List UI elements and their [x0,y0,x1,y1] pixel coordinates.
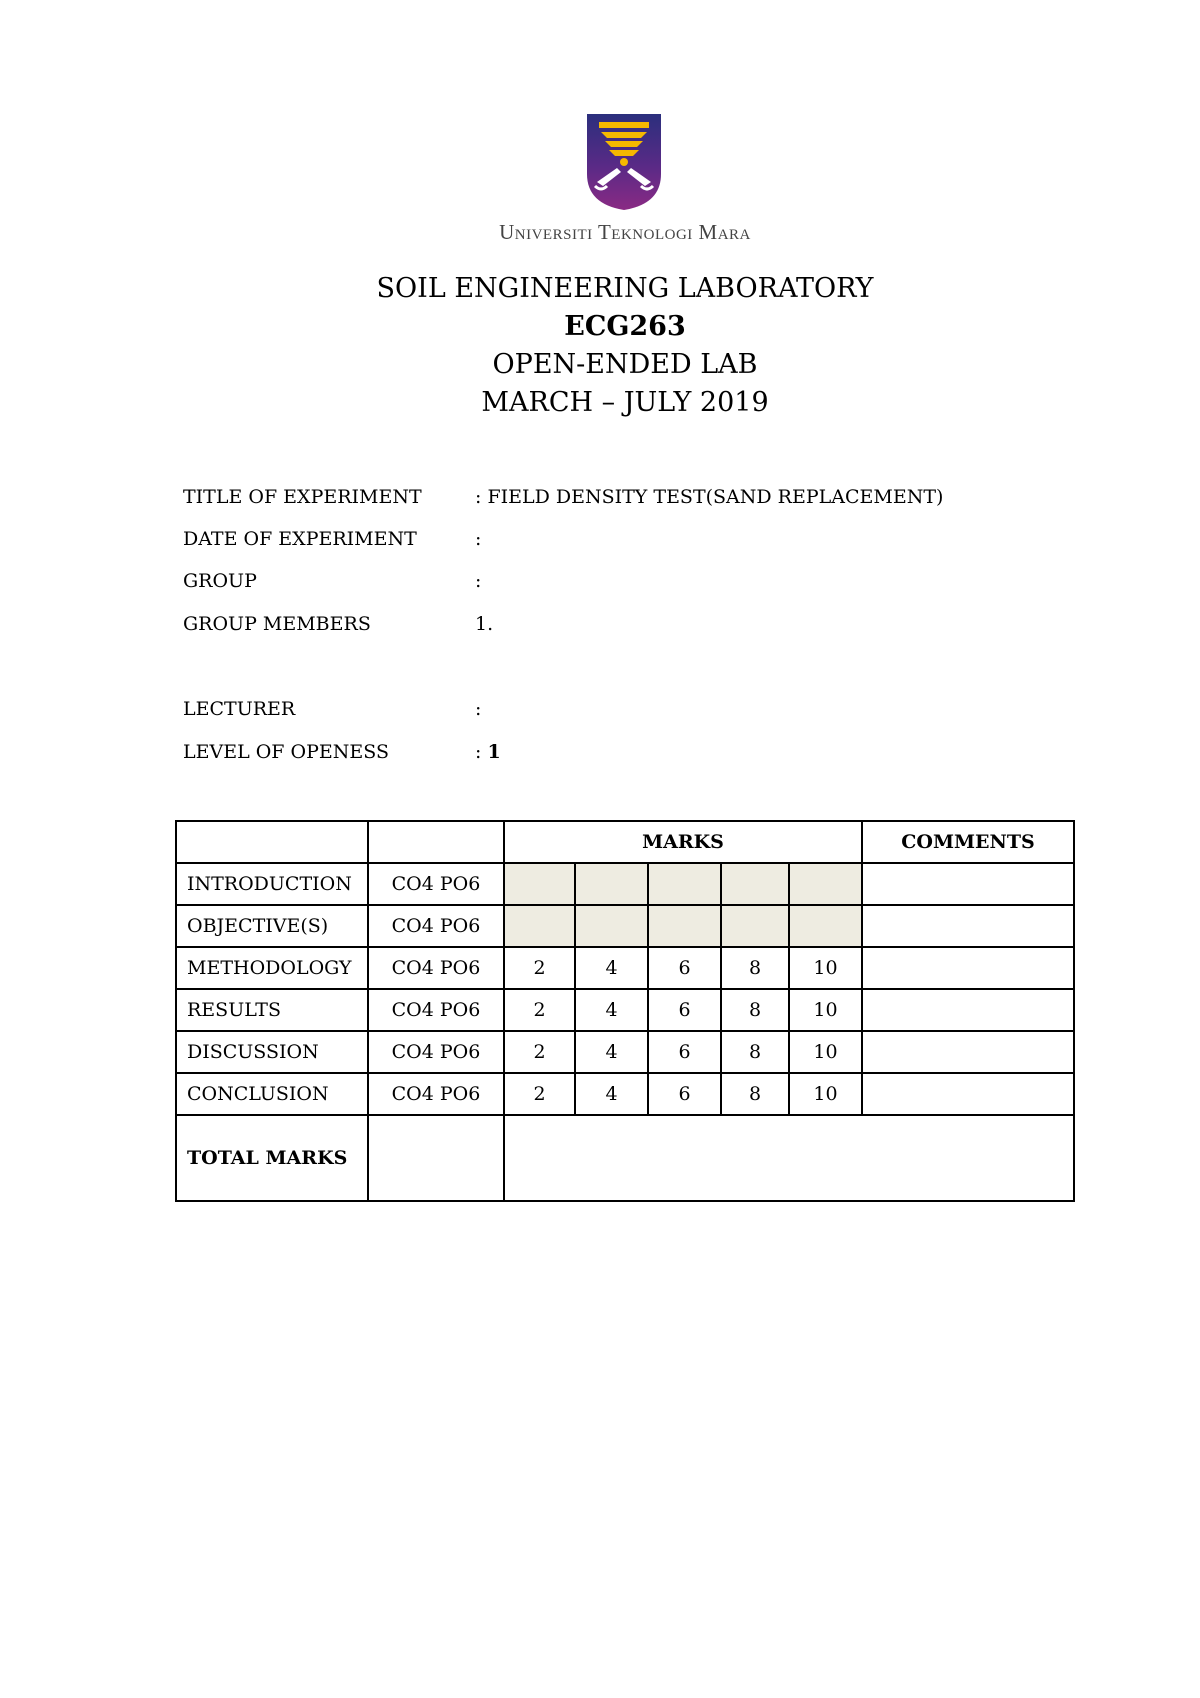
comment-cell[interactable] [862,947,1074,989]
total-label: TOTAL MARKS [176,1115,368,1201]
date-label: DATE OF EXPERIMENT [183,528,417,550]
mark-cell: 10 [789,989,862,1031]
title-label: TITLE OF EXPERIMENT [183,486,422,508]
mark-cell: 6 [648,947,721,989]
total-comment-cell[interactable] [504,1115,1074,1201]
mark-cell: 2 [504,947,575,989]
marks-table [175,820,1075,1202]
criterion-cell: RESULTS [176,989,368,1031]
header-blank-cell [368,821,504,863]
mark-cell [504,905,575,947]
openness-value [475,737,501,767]
lab-name: SOIL ENGINEERING LABORATORY [376,273,874,304]
comments-header: COMMENTS [862,821,1074,863]
table-row [176,1073,1074,1115]
comment-cell[interactable] [862,1031,1074,1073]
mark-cell [789,905,862,947]
mark-cell: 2 [504,1031,575,1073]
table-row [176,905,1074,947]
total-row [176,1115,1074,1201]
course-code: ECG263 [564,311,686,342]
mark-cell: 4 [575,1031,648,1073]
total-value-cell[interactable] [368,1115,504,1201]
comment-cell[interactable] [862,989,1074,1031]
table-row [176,989,1074,1031]
table-row [176,1031,1074,1073]
comment-cell[interactable] [862,905,1074,947]
mark-cell: 8 [721,1073,789,1115]
criterion-cell: CONCLUSION [176,1073,368,1115]
group-value: : [475,570,482,592]
mark-cell: 6 [648,1073,721,1115]
mark-cell: 2 [504,1073,575,1115]
mark-cell [504,863,575,905]
mark-cell [721,905,789,947]
criterion-cell: DISCUSSION [176,1031,368,1073]
co-po-cell: CO4 PO6 [368,947,504,989]
comment-cell[interactable] [862,863,1074,905]
table-row [176,863,1074,905]
mark-cell: 4 [575,947,648,989]
members-value: 1. [475,613,494,635]
uitm-crest-icon [585,112,663,212]
title-value: : FIELD DENSITY TEST(SAND REPLACEMENT) [475,486,944,508]
mark-cell: 8 [721,989,789,1031]
openness-label: LEVEL OF OPENESS [183,741,389,763]
group-label: GROUP [183,570,257,592]
mark-cell [575,863,648,905]
mark-cell: 8 [721,1031,789,1073]
marks-header: MARKS [504,821,862,863]
table-row [176,947,1074,989]
criterion-cell: METHODOLOGY [176,947,368,989]
co-po-cell: CO4 PO6 [368,905,504,947]
criterion-cell: OBJECTIVE(S) [176,905,368,947]
lab-type: OPEN-ENDED LAB [492,349,758,380]
mark-cell: 10 [789,1031,862,1073]
table-header-row [176,821,1074,863]
header-blank-cell [176,821,368,863]
session: MARCH – JULY 2019 [481,387,769,418]
members-label: GROUP MEMBERS [183,613,371,635]
co-po-cell: CO4 PO6 [368,863,504,905]
mark-cell: 2 [504,989,575,1031]
mark-cell [789,863,862,905]
mark-cell: 4 [575,1073,648,1115]
mark-cell [648,863,721,905]
mark-cell [575,905,648,947]
co-po-cell: CO4 PO6 [368,989,504,1031]
openness-prefix: : [475,741,488,763]
mark-cell: 10 [789,947,862,989]
mark-cell: 10 [789,1073,862,1115]
openness-level: 1 [487,741,501,763]
mark-cell [721,863,789,905]
mark-cell [648,905,721,947]
lecturer-label: LECTURER [183,698,296,720]
mark-cell: 6 [648,989,721,1031]
mark-cell: 8 [721,947,789,989]
mark-cell: 4 [575,989,648,1031]
co-po-cell: CO4 PO6 [368,1073,504,1115]
date-value: : [475,528,482,550]
criterion-cell: INTRODUCTION [176,863,368,905]
co-po-cell: CO4 PO6 [368,1031,504,1073]
comment-cell[interactable] [862,1073,1074,1115]
university-name: Universiti Teknologi Mara [499,220,751,244]
lecturer-value: : [475,698,482,720]
mark-cell: 6 [648,1031,721,1073]
